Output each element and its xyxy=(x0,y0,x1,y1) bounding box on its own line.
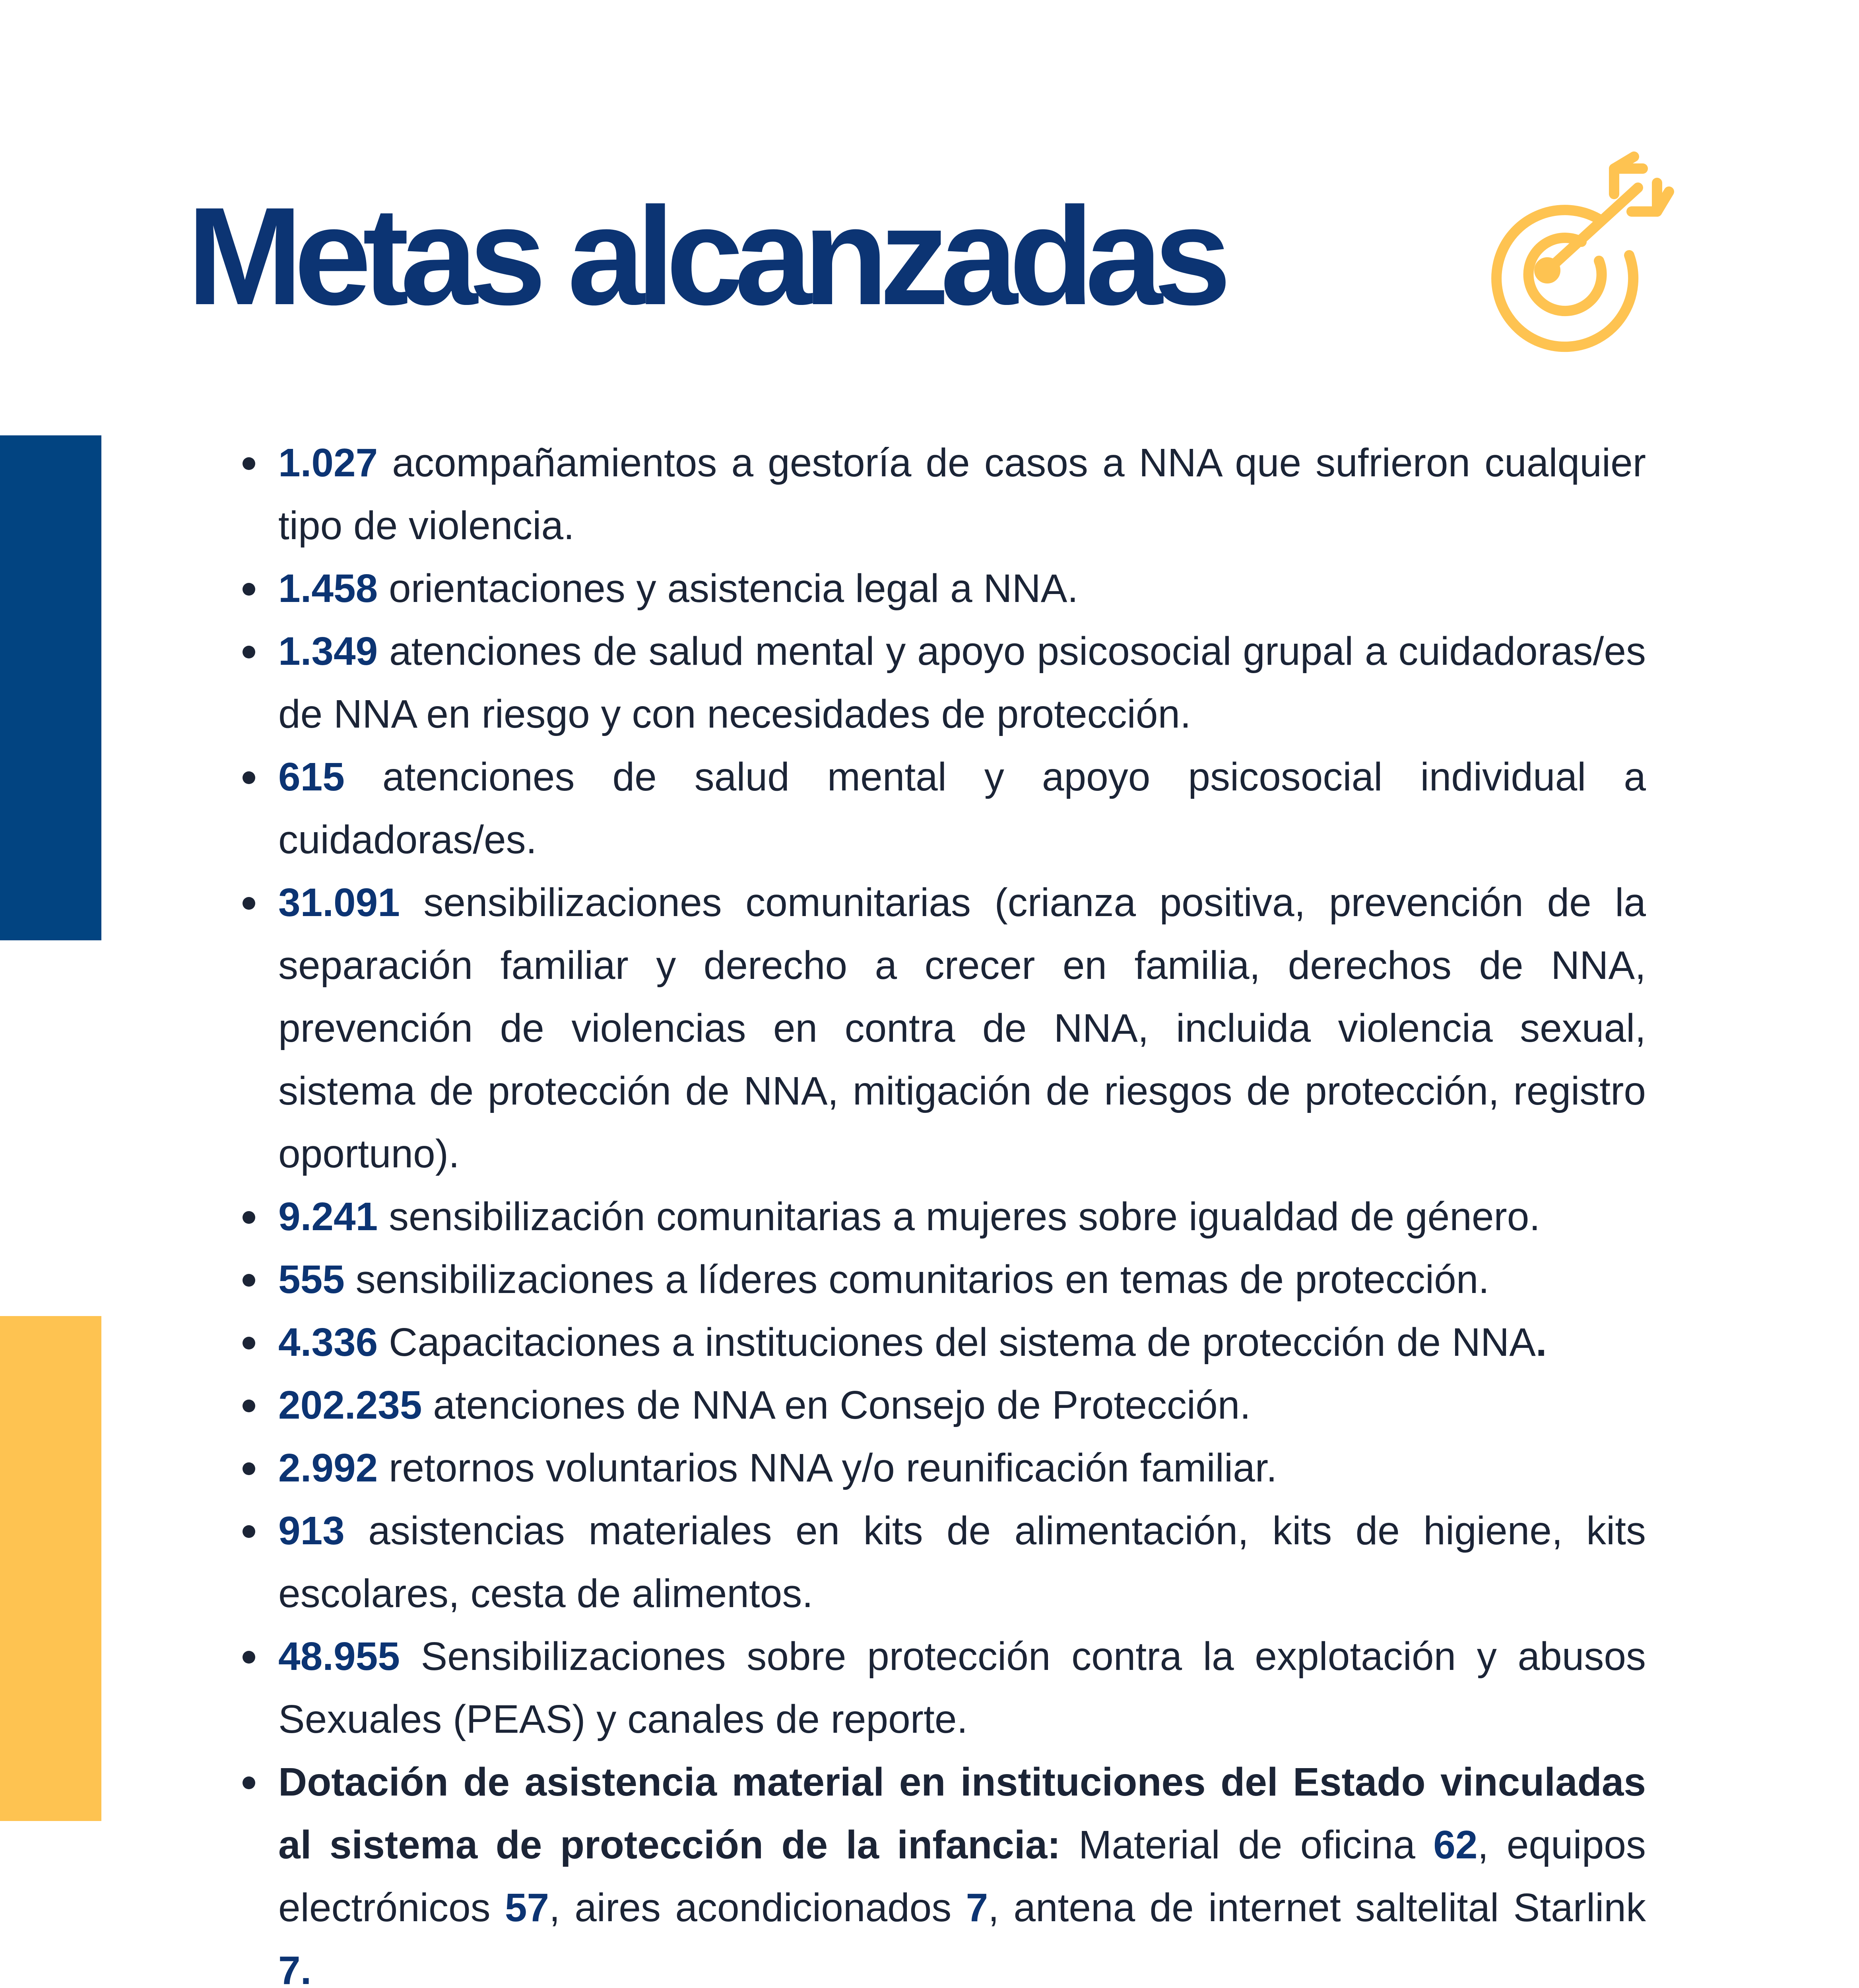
item-number: 1.458 xyxy=(278,566,378,611)
list-item xyxy=(227,431,1646,557)
dotacion-text: Material de oficina xyxy=(1060,1823,1434,1867)
item-number: 615 xyxy=(278,755,345,799)
list-item xyxy=(227,1185,1646,1248)
list-item-dotacion xyxy=(227,1751,1646,1988)
item-text: atenciones de salud mental y apoyo psicosocial individual a cuidadoras/es. xyxy=(278,755,1646,862)
item-number: 1.349 xyxy=(278,629,378,674)
item-text: sensibilización comunitarias a mujeres sobre igualdad de género. xyxy=(378,1194,1541,1239)
page-title: Metas alcanzadas xyxy=(187,179,1223,334)
decorative-yellow-bar xyxy=(0,1316,101,1821)
metas-list xyxy=(227,431,1646,1988)
list-item xyxy=(227,1499,1646,1625)
list-item xyxy=(227,1311,1646,1374)
item-number: 555 xyxy=(278,1257,345,1302)
item-text: Sensibilizaciones sobre protección contra la explotación y abusos Sexuales (PEAS) y canales de reporte. xyxy=(278,1634,1646,1741)
item-text: atenciones de NNA en Consejo de Protección. xyxy=(422,1383,1251,1427)
dotacion-text: , antena de internet saltelital Starlink xyxy=(988,1885,1646,1930)
list-item xyxy=(227,871,1646,1185)
item-text: acompañamientos a gestoría de casos a NNA que sufrieron cualquier tipo de violencia. xyxy=(278,441,1646,548)
dotacion-number: 57 xyxy=(505,1885,549,1930)
item-text: sensibilizaciones comunitarias (crianza positiva, prevención de la separación familiar y derecho a crecer en familia, derechos de NNA, prevención de violencias en contra de NNA, incluida violencia sexual, sistema de protección de NNA, mitigación de riesgos de protección, registro oportuno). xyxy=(278,880,1646,1176)
item-number: 1.027 xyxy=(278,441,378,485)
target-arrow-icon xyxy=(1471,151,1678,358)
item-number: 2.992 xyxy=(278,1446,378,1490)
dotacion-text: , aires acondicionados xyxy=(549,1885,966,1930)
decorative-blue-bar xyxy=(0,435,101,940)
item-number: 48.955 xyxy=(278,1634,400,1679)
item-text-tail: . xyxy=(1535,1320,1547,1365)
item-text: sensibilizaciones a líderes comunitarios en temas de protección. xyxy=(344,1257,1490,1302)
list-item xyxy=(227,620,1646,746)
dotacion-number: 62 xyxy=(1433,1823,1478,1867)
item-text: asistencias materiales en kits de alimentación, kits de higiene, kits escolares, cesta de alimentos. xyxy=(278,1508,1646,1616)
item-text: orientaciones y asistencia legal a NNA. xyxy=(378,566,1079,611)
list-item xyxy=(227,1248,1646,1311)
item-number: 31.091 xyxy=(278,880,400,925)
item-number: 9.241 xyxy=(278,1194,378,1239)
dotacion-heading: Dotación de asistencia material en instituciones del Estado vinculadas al sistema de protección de la infancia: xyxy=(278,1760,1646,1867)
dotacion-text: , equipos electrónicos xyxy=(278,1823,1646,1930)
dotacion-number: 7 xyxy=(966,1885,988,1930)
item-text: retornos voluntarios NNA y/o reunificación familiar. xyxy=(378,1446,1277,1490)
item-number: 913 xyxy=(278,1508,345,1553)
item-text: atenciones de salud mental y apoyo psicosocial grupal a cuidadoras/es de NNA en riesgo y con necesidades de protección. xyxy=(278,629,1646,736)
item-text: Capacitaciones a instituciones del sistema de protección de NNA xyxy=(378,1320,1536,1365)
list-item xyxy=(227,1374,1646,1437)
item-number: 4.336 xyxy=(278,1320,378,1365)
item-number: 202.235 xyxy=(278,1383,422,1427)
list-item xyxy=(227,557,1646,620)
dotacion-number: 7. xyxy=(278,1948,312,1988)
list-item xyxy=(227,746,1646,871)
list-item xyxy=(227,1437,1646,1499)
list-item xyxy=(227,1625,1646,1751)
